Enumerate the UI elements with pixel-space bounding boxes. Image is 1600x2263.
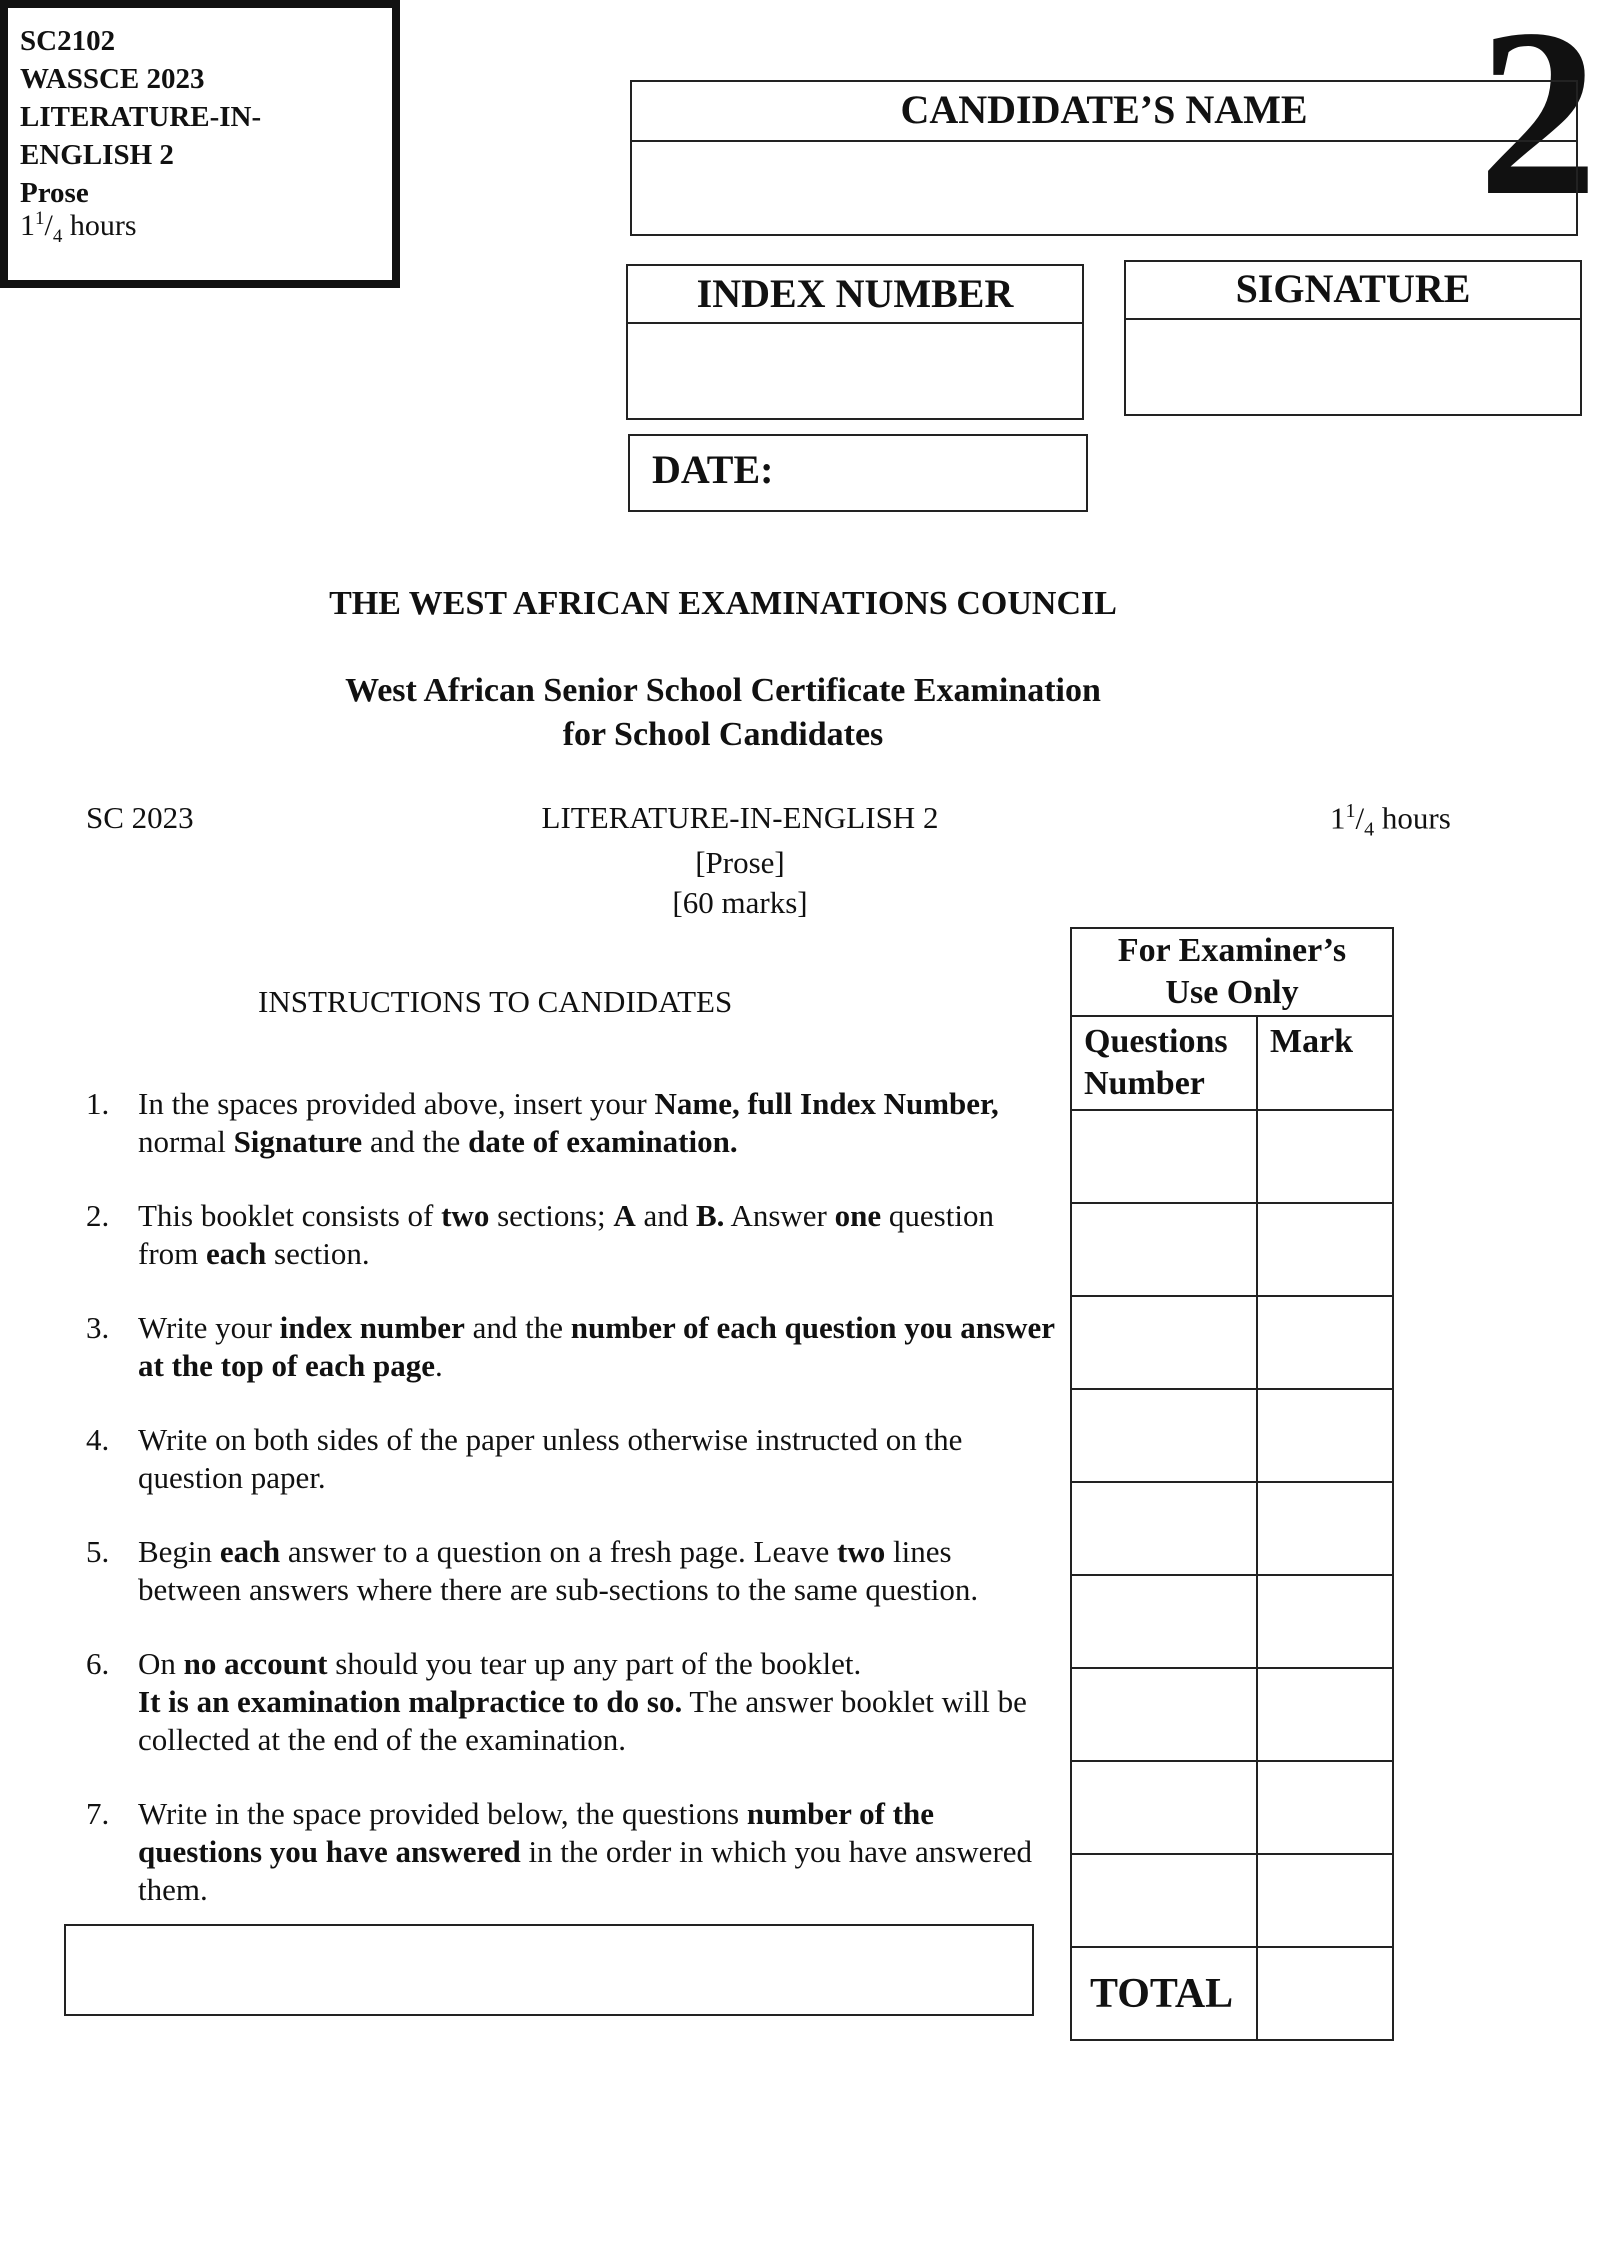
paper-duration: $1^1/_4$ hours xyxy=(1330,800,1451,841)
examiner-table-row xyxy=(1071,1854,1393,1947)
mark-cell xyxy=(1257,1203,1393,1296)
signature-box xyxy=(1124,260,1582,416)
instruction-number: 7. xyxy=(86,1796,110,1831)
examiner-table-row xyxy=(1071,1389,1393,1482)
council-title: THE WEST AFRICAN EXAMINATIONS COUNCIL xyxy=(329,585,1117,622)
paper-number: 2 xyxy=(1478,0,1598,245)
instruction-number: 2. xyxy=(86,1198,110,1233)
instruction-text: Write your index number and the number of each question you answer at the top of each page. xyxy=(138,1310,1055,1383)
date-label: DATE: xyxy=(652,447,774,492)
mark-header: Mark xyxy=(1257,1016,1393,1110)
code-line: ENGLISH 2 xyxy=(20,139,174,171)
index-number-box xyxy=(626,264,1084,420)
index-number-field[interactable] xyxy=(628,324,1082,418)
mark-cell xyxy=(1257,1854,1393,1947)
code-duration: $1^1/_4$ hours xyxy=(20,208,137,247)
paper-marks: [60 marks] xyxy=(672,885,808,920)
question-number-cell xyxy=(1071,1668,1257,1761)
instruction-item xyxy=(86,1421,1056,1497)
instruction-item xyxy=(86,1795,1056,1909)
exam-title-line2: for School Candidates xyxy=(562,716,884,753)
examiner-table-row xyxy=(1071,1668,1393,1761)
question-number-cell xyxy=(1071,1854,1257,1947)
questions-number-header: Questions Number xyxy=(1071,1016,1257,1110)
signature-label: SIGNATURE xyxy=(1126,262,1580,320)
paper-subject: LITERATURE-IN-ENGLISH 2 xyxy=(541,800,939,835)
instruction-item xyxy=(86,1309,1056,1385)
total-mark-cell xyxy=(1257,1947,1393,2040)
mark-cell xyxy=(1257,1575,1393,1668)
examiner-table-row xyxy=(1071,1110,1393,1203)
question-number-cell xyxy=(1071,1296,1257,1389)
examiner-table-row xyxy=(1071,1296,1393,1389)
signature-field[interactable] xyxy=(1126,320,1580,414)
instruction-text: In the spaces provided above, insert your Name, full Index Number, normal Signature and the date of examination. xyxy=(138,1086,999,1159)
candidate-name-label: CANDIDATE’S NAME xyxy=(632,82,1576,142)
question-number-cell xyxy=(1071,1110,1257,1203)
examiner-table-title: For Examiner’s Use Only xyxy=(1071,928,1393,1016)
question-number-cell xyxy=(1071,1389,1257,1482)
instruction-number: 1. xyxy=(86,1086,110,1121)
paper-code-lines xyxy=(20,22,261,212)
instruction-text: This booklet consists of two sections; A and B. Answer one question from each section. xyxy=(138,1198,994,1271)
examiner-table-row xyxy=(1071,1203,1393,1296)
mark-cell xyxy=(1257,1110,1393,1203)
candidate-name-box xyxy=(630,80,1578,236)
instruction-item xyxy=(86,1197,1056,1273)
total-label: TOTAL xyxy=(1071,1947,1257,2040)
mark-cell xyxy=(1257,1761,1393,1854)
index-number-label: INDEX NUMBER xyxy=(628,266,1082,324)
instruction-text: Write in the space provided below, the questions number of the questions you have answered in the order in which you have answered them. xyxy=(138,1796,1033,1907)
instruction-item xyxy=(86,1645,1056,1759)
answered-questions-field[interactable] xyxy=(64,1924,1034,2016)
question-number-cell xyxy=(1071,1761,1257,1854)
question-number-cell xyxy=(1071,1482,1257,1575)
mark-cell xyxy=(1257,1296,1393,1389)
instruction-item xyxy=(86,1533,1056,1609)
code-line: WASSCE 2023 xyxy=(20,63,205,95)
mark-cell xyxy=(1257,1668,1393,1761)
examiner-table-row xyxy=(1071,1761,1393,1854)
date-box[interactable] xyxy=(628,434,1088,512)
instruction-number: 5. xyxy=(86,1534,110,1569)
instruction-number: 4. xyxy=(86,1422,110,1457)
question-number-cell xyxy=(1071,1575,1257,1668)
examiner-table-row xyxy=(1071,1575,1393,1668)
question-number-cell xyxy=(1071,1203,1257,1296)
instruction-text: Begin each answer to a question on a fresh page. Leave two lines between answers where there are sub-sections to the same question. xyxy=(138,1534,979,1607)
code-line: SC2102 xyxy=(20,25,116,57)
mark-cell xyxy=(1257,1389,1393,1482)
examiner-table-row xyxy=(1071,1482,1393,1575)
paper-section: [Prose] xyxy=(695,845,785,880)
examiner-table xyxy=(1070,927,1394,2041)
instruction-number: 6. xyxy=(86,1646,110,1681)
instruction-item xyxy=(86,1085,1056,1161)
instruction-number: 3. xyxy=(86,1310,110,1345)
paper-code: SC 2023 xyxy=(86,800,194,835)
code-line: Prose xyxy=(20,177,89,209)
instructions-list xyxy=(86,1085,1056,1945)
mark-cell xyxy=(1257,1482,1393,1575)
code-line: LITERATURE-IN- xyxy=(20,101,262,133)
instructions-title: INSTRUCTIONS TO CANDIDATES xyxy=(258,984,733,1019)
candidate-name-field[interactable] xyxy=(632,142,1576,234)
instruction-text: On no account should you tear up any part of the booklet. It is an examination malpractice to do so. The answer booklet will be collected at the end of the examination. xyxy=(138,1646,1027,1757)
exam-title-line1: West African Senior School Certificate Examination xyxy=(345,672,1101,709)
instruction-text: Write on both sides of the paper unless otherwise instructed on the question paper. xyxy=(138,1422,963,1495)
